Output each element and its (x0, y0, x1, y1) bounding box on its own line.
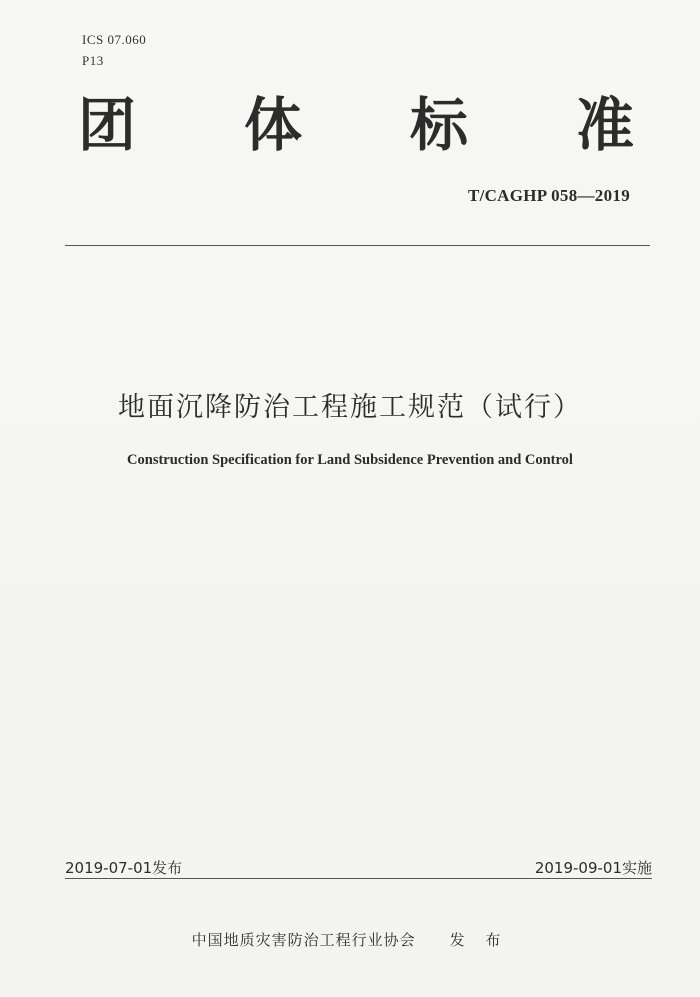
issuer-name: 中国地质灾害防治工程行业协会 (191, 931, 416, 949)
publisher-line (0, 929, 700, 950)
standard-type-char: 团 (78, 91, 137, 159)
issue-word: 发 布 (449, 931, 509, 949)
ccs-code: P13 (82, 53, 104, 68)
bottom-divider (65, 878, 652, 879)
standard-type-heading (78, 91, 634, 159)
standard-type-char: 标 (409, 91, 468, 159)
standard-number: T/CAGHP 058—2019 (467, 186, 630, 205)
document-title-chinese: 地面沉降防治工程施工规范（试行） (118, 392, 582, 423)
ics-code: ICS 07.060 (82, 32, 147, 47)
top-divider (65, 245, 650, 246)
standard-type-char: 体 (243, 91, 302, 159)
date-row (65, 857, 652, 878)
release-date: 2019-07-01发布 (65, 859, 183, 877)
document-title-english: Construction Specification for Land Subsidence Prevention and Control (127, 452, 573, 468)
standard-type-char: 准 (575, 91, 634, 159)
implementation-date: 2019-09-01实施 (534, 859, 652, 877)
